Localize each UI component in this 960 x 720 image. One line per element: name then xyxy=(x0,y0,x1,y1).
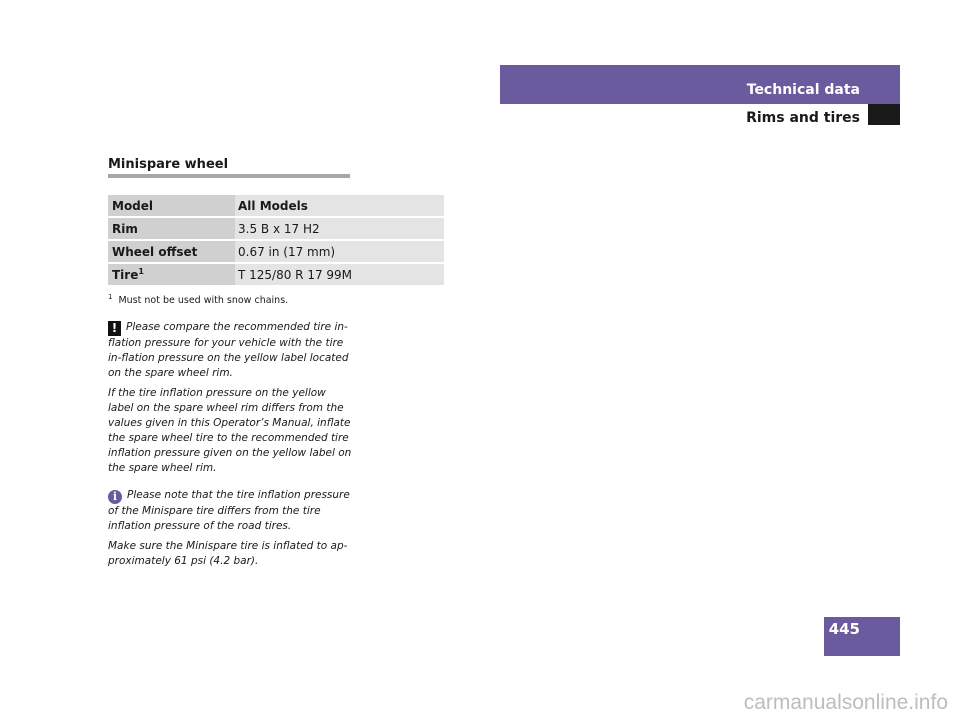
row-label: Rim xyxy=(108,217,235,240)
table-row xyxy=(108,195,444,217)
footnote-text: Must not be used with snow chains. xyxy=(118,295,289,307)
row-label: Wheel offset xyxy=(108,240,235,263)
header-subtitle: Rims and tires xyxy=(746,110,860,126)
row-label: Tire xyxy=(112,267,139,282)
row-value: 0.67 in (17 mm) xyxy=(235,240,444,263)
table-row xyxy=(108,263,444,286)
row-label-cell xyxy=(108,263,235,286)
watermark: carmanualsonline.info xyxy=(743,691,948,714)
table-row xyxy=(108,217,444,240)
info-paragraph: Make sure the Minispare tire is inflated to ap-proximately 61 psi (4.2 bar). xyxy=(108,540,348,567)
info-text: Please note that the tire inflation pressure of the Minispare tire differs from the tire inflation pressure of the road tires. xyxy=(108,489,350,532)
section-rule xyxy=(108,174,350,178)
page-number-box xyxy=(824,617,900,656)
warning-text: Please compare the recommended tire in-flation pressure for your vehicle with the tire in-flation pressure on the yellow label located on the spare wheel rim. xyxy=(108,321,349,379)
header-tab-marker xyxy=(868,104,900,125)
header-band xyxy=(500,65,900,104)
row-label: Model xyxy=(108,195,235,217)
info-notice xyxy=(108,488,353,574)
header-title: Technical data xyxy=(746,82,860,98)
row-value: 3.5 B x 17 H2 xyxy=(235,217,444,240)
row-value: T 125/80 R 17 99M xyxy=(235,263,444,286)
exclamation-icon: ! xyxy=(108,321,121,336)
info-icon: i xyxy=(108,490,122,504)
info-paragraph xyxy=(108,488,353,534)
warning-notice xyxy=(108,320,353,481)
footnote xyxy=(108,290,288,308)
spec-table xyxy=(108,195,444,287)
footnote-marker: 1 xyxy=(108,293,113,301)
warning-paragraph: If the tire inflation pressure on the yellow label on the spare wheel rim differs from the values given in this Operator’s Manual, inflate the spare wheel tire to the recommended tire inflation pressure given on the yellow label on the spare wheel rim. xyxy=(108,387,352,474)
row-value: All Models xyxy=(235,195,444,217)
footnote-ref: 1 xyxy=(138,266,144,276)
warning-paragraph xyxy=(108,320,353,381)
section-title: Minispare wheel xyxy=(108,157,229,172)
table-row xyxy=(108,240,444,263)
page-number: 445 xyxy=(828,620,860,638)
